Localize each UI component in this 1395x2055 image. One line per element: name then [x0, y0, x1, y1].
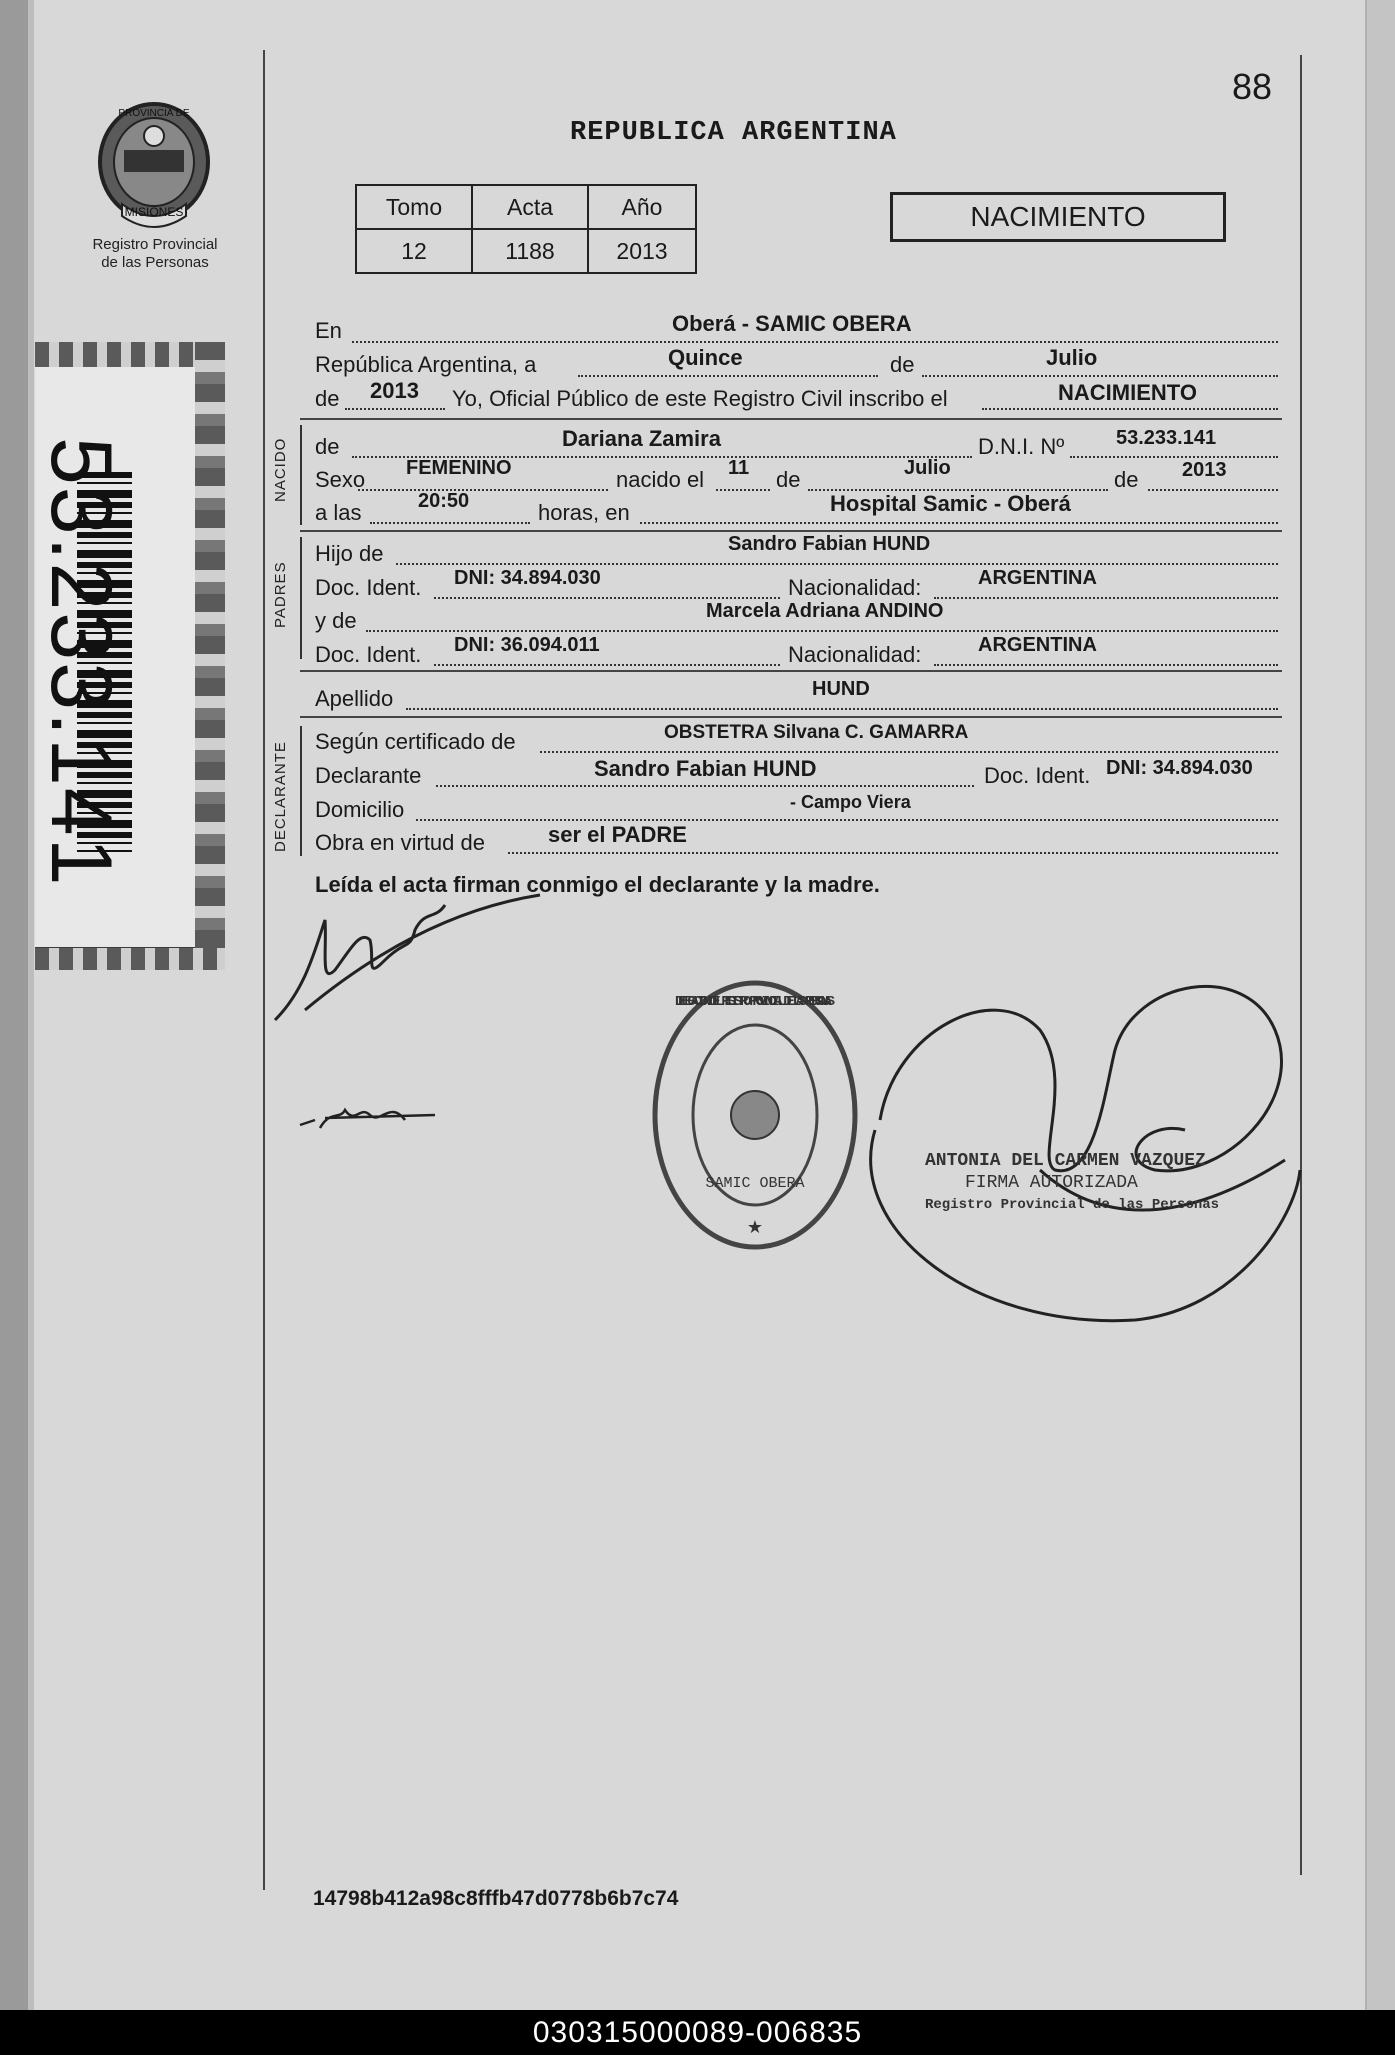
authorized-stamp — [925, 1150, 1219, 1216]
strip-pattern-side — [195, 342, 225, 970]
dotted-line — [934, 597, 1278, 599]
value-father-doc: DNI: 34.894.030 — [454, 567, 601, 589]
dotted-line — [406, 708, 1278, 710]
dotted-line — [345, 408, 445, 410]
dotted-line — [982, 408, 1278, 410]
value-father-nat: ARGENTINA — [978, 567, 1097, 589]
binding-edge — [28, 0, 34, 2010]
dotted-line — [540, 751, 1278, 753]
value-sex: FEMENINO — [406, 457, 512, 479]
official-round-seal — [650, 975, 860, 1255]
section-label-declarante: DECLARANTE — [272, 741, 289, 852]
page-number: 88 — [1232, 66, 1273, 107]
stamp-line3: Registro Provincial de las Personas — [925, 1197, 1220, 1213]
header-anio: Año — [588, 185, 696, 229]
label-en: En — [315, 318, 342, 343]
strip-inner — [35, 367, 195, 947]
label-de1: de — [776, 467, 801, 492]
round-seal-outer-text: DELEGACION DEL REGISTRO PROVINCIAL DE LAS PERSONAS — [675, 994, 835, 1010]
dotted-line — [396, 563, 1278, 565]
dotted-line — [508, 852, 1278, 854]
value-mother-name: Marcela Adriana ANDINO — [706, 600, 944, 622]
label-obra: Obra en virtud de — [315, 830, 485, 855]
stamp-line2: FIRMA AUTORIZADA — [965, 1173, 1138, 1193]
dotted-line — [370, 522, 530, 524]
value-mother-nat: ARGENTINA — [978, 634, 1097, 656]
dotted-line — [640, 522, 1278, 524]
label-certificado: Según certificado de — [315, 729, 516, 754]
label-de-name: de — [315, 434, 340, 459]
value-declarant: Sandro Fabian HUND — [594, 756, 817, 781]
header-acta: Acta — [472, 185, 588, 229]
provincial-seal-logo — [92, 100, 216, 230]
section-label-padres: PADRES — [272, 561, 289, 628]
registry-name-line2: de las Personas — [101, 254, 209, 271]
value-place: Oberá - SAMIC OBERA — [672, 311, 912, 336]
value-birth-place: Hospital Samic - Oberá — [830, 491, 1071, 516]
label-nat-mother: Nacionalidad: — [788, 642, 922, 667]
label-republica: República Argentina, a — [315, 352, 537, 377]
dotted-line — [716, 489, 770, 491]
registry-name-line1: Registro Provincial — [92, 236, 218, 253]
seal-text-top: PROVINCIA DE — [118, 108, 190, 119]
dotted-line — [358, 489, 608, 491]
value-certifier: OBSTETRA Silvana C. GAMARRA — [664, 722, 969, 743]
value-child-name: Dariana Zamira — [562, 426, 721, 451]
round-seal-inner-text: SAMIC OBERA — [705, 1175, 805, 1192]
document-heading: REPUBLICA ARGENTINA — [570, 118, 897, 148]
footer-code: 030315000089-006835 — [532, 2016, 863, 2049]
dotted-line — [434, 597, 780, 599]
registry-table — [355, 184, 697, 274]
value-father-name: Sandro Fabian HUND — [728, 533, 931, 555]
footer-code-bar — [0, 2010, 1395, 2055]
label-nat-father: Nacionalidad: — [788, 575, 922, 600]
value-birth-year: 2013 — [1182, 459, 1227, 481]
label-doc-declarant: Doc. Ident. — [984, 763, 1091, 788]
label-de2: de — [1114, 467, 1139, 492]
label-doc-father: Doc. Ident. — [315, 575, 422, 600]
value-domicile: - Campo Viera — [790, 792, 911, 812]
section-divider — [300, 530, 1282, 532]
label-dni: D.N.I. Nº — [978, 434, 1065, 459]
strip-pattern-bottom — [35, 948, 225, 970]
section-divider — [300, 670, 1282, 672]
declarant-signature — [265, 890, 565, 1030]
dotted-line — [578, 375, 878, 377]
document-hash: 14798b412a98c8fffb47d0778b6b7c74 — [313, 1887, 679, 1910]
value-birth-day: 11 — [728, 457, 750, 479]
value-surname: HUND — [812, 678, 870, 700]
seal-text-bottom: MISIONES — [124, 205, 184, 219]
dotted-line — [436, 785, 974, 787]
label-de: de — [890, 352, 915, 377]
label-declarante: Declarante — [315, 763, 422, 788]
record-type-box: NACIMIENTO — [890, 192, 1226, 242]
label-oficial: Yo, Oficial Público de este Registro Civil inscribo el — [452, 386, 948, 411]
value-birth-time: 20:50 — [418, 490, 470, 512]
value-child-dni: 53.233.141 — [1116, 427, 1217, 449]
id-strip — [35, 342, 225, 970]
label-de-year: de — [315, 386, 340, 411]
registry-name — [70, 236, 240, 272]
section-bar-nacido — [300, 425, 302, 525]
value-birth-month: Julio — [904, 457, 951, 479]
value-obra: ser el PADRE — [548, 822, 687, 847]
label-nacido-el: nacido el — [616, 467, 705, 492]
label-domicilio: Domicilio — [315, 797, 405, 822]
dotted-line — [934, 664, 1278, 666]
label-a-las: a las — [315, 500, 362, 525]
label-doc-mother: Doc. Ident. — [315, 642, 422, 667]
label-apellido: Apellido — [315, 686, 394, 711]
right-margin-line — [1300, 55, 1302, 1875]
binding-gutter — [0, 0, 30, 2010]
dotted-line — [434, 664, 780, 666]
id-number-vertical: 53.233.141 — [33, 437, 129, 888]
section-divider — [300, 418, 1282, 420]
section-label-nacido: NACIDO — [272, 437, 289, 502]
value-declarant-doc: DNI: 34.894.030 — [1106, 757, 1253, 779]
dotted-line — [366, 630, 1278, 632]
label-horas-en: horas, en — [538, 500, 630, 525]
label-y-de: y de — [315, 608, 357, 633]
value-mother-doc: DNI: 36.094.011 — [454, 634, 600, 656]
value-day-word: Quince — [668, 345, 743, 370]
dotted-line — [922, 375, 1278, 377]
value-acta: 1188 — [472, 229, 588, 273]
section-bar-padres — [300, 537, 302, 659]
section-divider — [300, 716, 1282, 718]
dotted-line — [416, 819, 1278, 821]
page-edge — [1365, 0, 1395, 2010]
label-hijo-de: Hijo de — [315, 541, 384, 566]
closing-statement: Leída el acta firman conmigo el declarante y la madre. — [315, 872, 880, 897]
value-tomo: 12 — [356, 229, 472, 273]
round-seal-star: ★ — [746, 1217, 764, 1237]
dotted-line — [1148, 489, 1278, 491]
dotted-line — [1070, 456, 1278, 458]
value-month: Julio — [1046, 345, 1098, 370]
value-act: NACIMIENTO — [1058, 380, 1197, 405]
value-anio: 2013 — [588, 229, 696, 273]
section-bar-declarante — [300, 726, 302, 856]
dotted-line — [352, 341, 1278, 343]
label-sexo: Sexo — [315, 467, 366, 492]
mother-signature — [295, 1090, 445, 1140]
stamp-line1: ANTONIA DEL CARMEN VAZQUEZ — [925, 1151, 1206, 1171]
value-year: 2013 — [370, 378, 419, 403]
header-tomo: Tomo — [356, 185, 472, 229]
